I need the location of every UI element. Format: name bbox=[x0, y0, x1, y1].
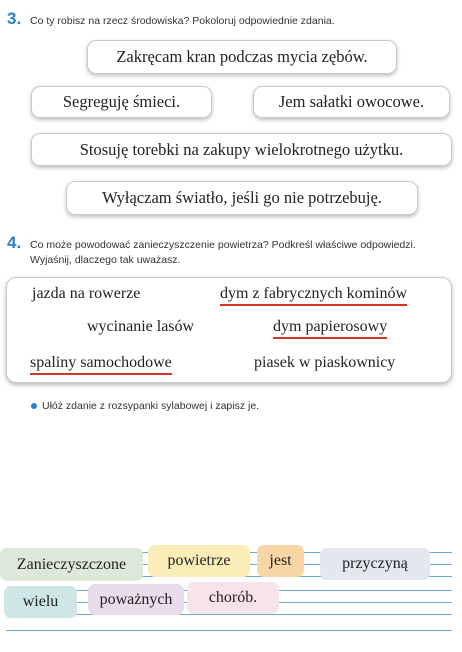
word-card-zanieczyszczone[interactable]: Zanieczyszczone bbox=[0, 548, 143, 581]
word-card-powaznych[interactable]: poważnych bbox=[88, 584, 184, 615]
word-card-przyczyna[interactable]: przyczyną bbox=[320, 548, 430, 580]
task-4-instruction-line-1: Co może powodować zanieczyszczenie powietrza? Podkreśl właściwe odpowiedzi. bbox=[30, 239, 416, 251]
word-card-chorob[interactable]: chorób. bbox=[187, 582, 279, 614]
phrase-dym-papierosowy[interactable]: dym papierosowy bbox=[273, 318, 387, 339]
task-3-instruction: Co ty robisz na rzecz środowiska? Pokoloruj odpowiednie zdania. bbox=[30, 15, 335, 27]
task-5-instruction: Ułóż zdanie z rozsypanki sylabowej i zapisz je. bbox=[42, 400, 260, 412]
sentence-5[interactable]: Wyłączam światło, jeśli go nie potrzebuję. bbox=[66, 181, 418, 215]
sentence-1[interactable]: Zakręcam kran podczas mycia zębów. bbox=[87, 40, 397, 74]
sentence-3[interactable]: Jem sałatki owocowe. bbox=[253, 86, 450, 118]
phrase-jazda-na-rowerze[interactable]: jazda na rowerze bbox=[32, 285, 141, 302]
phrase-spaliny-samochodowe[interactable]: spaliny samochodowe bbox=[30, 354, 172, 375]
word-card-jest[interactable]: jest bbox=[257, 545, 304, 577]
task-3-number: 3. bbox=[7, 9, 22, 28]
word-card-wielu[interactable]: wielu bbox=[4, 586, 77, 618]
writing-line bbox=[6, 630, 452, 631]
task-4-instruction-line-2: Wyjaśnij, dlaczego tak uważasz. bbox=[30, 254, 181, 266]
word-card-powietrze[interactable]: powietrze bbox=[148, 545, 250, 577]
phrase-wycinanie-lasow[interactable]: wycinanie lasów bbox=[87, 318, 195, 335]
task-4-number: 4. bbox=[7, 233, 22, 252]
bullet-icon bbox=[31, 403, 37, 409]
sentence-2[interactable]: Segreguję śmieci. bbox=[31, 86, 212, 118]
phrase-dym-z-fabrycznych-kominow[interactable]: dym z fabrycznych kominów bbox=[220, 285, 407, 306]
phrase-piasek-w-piaskownicy[interactable]: piasek w piaskownicy bbox=[254, 354, 396, 371]
sentence-4[interactable]: Stosuję torebki na zakupy wielokrotnego użytku. bbox=[31, 133, 452, 166]
